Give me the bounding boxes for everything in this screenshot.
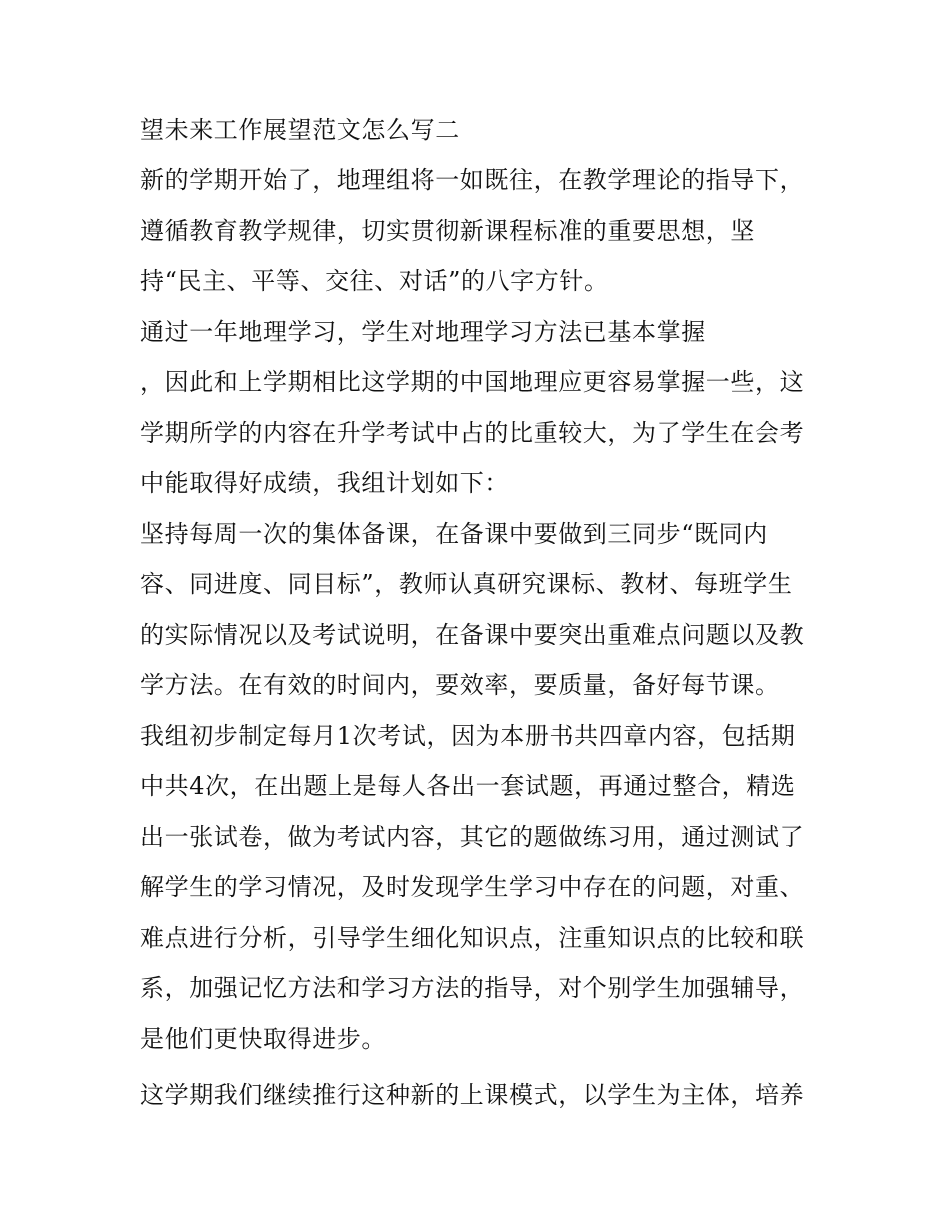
text-line: 中共4次，在出题上是每人各出一套试题，再通过整合，精选 [140, 772, 796, 800]
text-line: 中能取得好成绩，我组计划如下： [140, 469, 509, 497]
text-line: 通过一年地理学习，学生对地理学习方法已基本掌握 [140, 318, 706, 346]
text-line: 容、同进度、同目标”，教师认真研究课标、教材、每班学生 [140, 570, 793, 598]
text-line: 学期所学的内容在升学考试中占的比重较大，为了学生在会考 [140, 419, 805, 447]
text-line: 是他们更快取得进步。 [140, 1025, 386, 1053]
text-line: 这学期我们继续推行这种新的上课模式，以学生为主体，培养 [140, 1081, 805, 1109]
text-line: 新的学期开始了，地理组将一如既往，在教学理论的指导下， [140, 166, 805, 194]
text-line: 出一张试卷，做为考试内容，其它的题做练习用，通过测试了 [140, 823, 805, 851]
text-line: 系，加强记忆方法和学习方法的指导，对个别学生加强辅导， [140, 974, 805, 1002]
document-title: 望未来工作展望范文怎么写二 [140, 116, 460, 144]
text-line: 难点进行分析，引导学生细化知识点，注重知识点的比较和联 [140, 924, 805, 952]
text-line: 持“民主、平等、交往、对话”的八字方针。 [140, 267, 609, 295]
text-line: 的实际情况以及考试说明，在备课中要突出重难点问题以及教 [140, 621, 805, 649]
text-line: 学方法。在有效的时间内，要效率，要质量，备好每节课。 [140, 671, 780, 699]
text-line: ，因此和上学期相比这学期的中国地理应更容易掌握一些，这 [140, 368, 805, 396]
text-line: 解学生的学习情况，及时发现学生学习中存在的问题，对重、 [140, 873, 805, 901]
text-line: 我组初步制定每月1次考试，因为本册书共四章内容，包括期 [140, 722, 796, 750]
text-line: 坚持每周一次的集体备课，在备课中要做到三同步“既同内 [140, 520, 768, 548]
text-line: 遵循教育教学规律，切实贯彻新课程标准的重要思想，坚 [140, 217, 755, 245]
